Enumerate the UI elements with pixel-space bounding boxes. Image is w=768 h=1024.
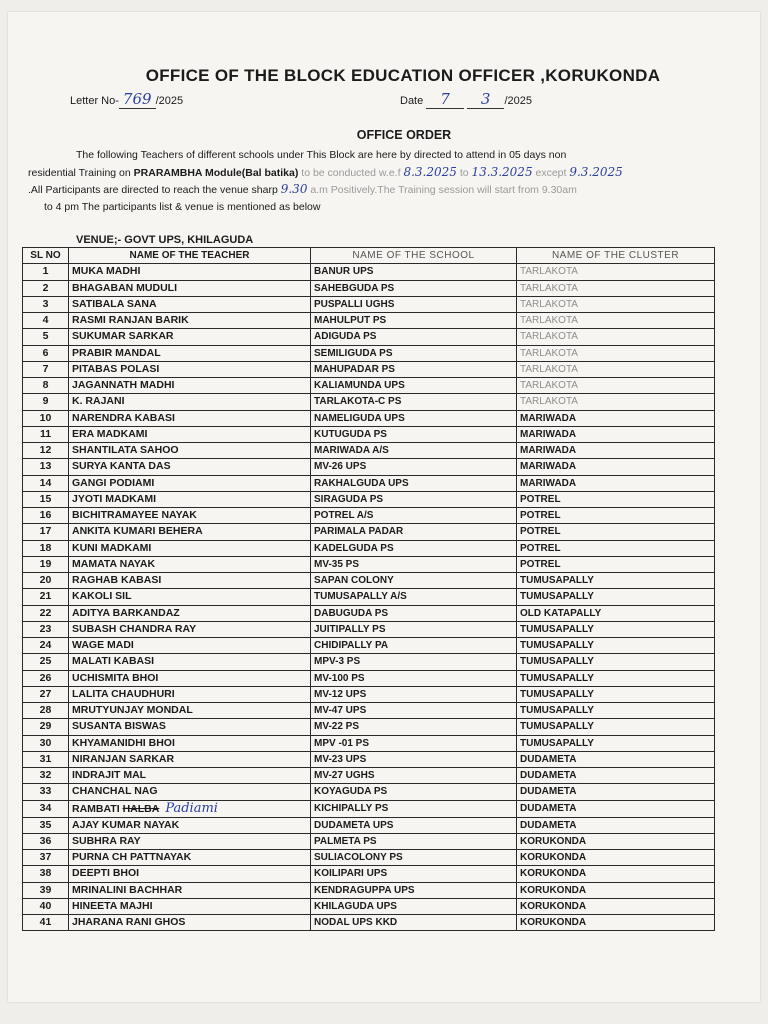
school-name-cell: MARIWADA A/S <box>311 443 517 459</box>
order-line-2-except: except <box>535 167 567 179</box>
school-name-cell: MPV -01 PS <box>311 735 517 751</box>
cluster-name-cell: MARIWADA <box>517 410 715 426</box>
sl-no-cell: 31 <box>23 751 69 767</box>
teacher-name-cell: MAMATA NAYAK <box>69 556 311 572</box>
cluster-name-cell: POTREL <box>517 524 715 540</box>
sl-no-cell: 21 <box>23 589 69 605</box>
sl-no-cell: 13 <box>23 459 69 475</box>
school-name-cell: MV-35 PS <box>311 556 517 572</box>
cluster-name-cell: MARIWADA <box>517 475 715 491</box>
table-row <box>23 313 715 329</box>
sl-no-cell: 27 <box>23 686 69 702</box>
school-name-cell: MV-27 UGHS <box>311 768 517 784</box>
sl-no-cell: 39 <box>23 882 69 898</box>
cluster-name-cell: DUDAMETA <box>517 784 715 800</box>
participants-table <box>22 247 715 931</box>
order-line-3-a: .All Participants are directed to reach the venue sharp <box>28 184 278 196</box>
cluster-name-cell: KORUKONDA <box>517 833 715 849</box>
table-row <box>23 850 715 866</box>
sl-no-cell: 17 <box>23 524 69 540</box>
table-row <box>23 898 715 914</box>
table-row <box>23 361 715 377</box>
cluster-name-cell: TUMUSAPALLY <box>517 573 715 589</box>
teacher-name-cell: AJAY KUMAR NAYAK <box>69 817 311 833</box>
teacher-name-cell: MUKA MADHI <box>69 264 311 280</box>
teacher-name-cell: DEEPTI BHOI <box>69 866 311 882</box>
teacher-name-cell: KAKOLI SIL <box>69 589 311 605</box>
teacher-name-cell: SATIBALA SANA <box>69 296 311 312</box>
school-name-cell: KADELGUDA PS <box>311 540 517 556</box>
school-name-cell: KALIAMUNDA UPS <box>311 378 517 394</box>
school-name-cell: CHIDIPALLY PA <box>311 638 517 654</box>
table-row <box>23 784 715 800</box>
school-name-cell: DUDAMETA UPS <box>311 817 517 833</box>
school-name-cell: BANUR UPS <box>311 264 517 280</box>
cluster-name-cell: TARLAKOTA <box>517 280 715 296</box>
table-row <box>23 866 715 882</box>
school-name-cell: SAPAN COLONY <box>311 573 517 589</box>
teacher-name-cell: PRABIR MANDAL <box>69 345 311 361</box>
school-name-cell: KICHIPALLY PS <box>311 800 517 817</box>
sl-no-cell: 14 <box>23 475 69 491</box>
order-line-2-wef: to be conducted w.e.f <box>301 167 401 179</box>
table-row <box>23 426 715 442</box>
teacher-name-cell: SHANTILATA SAHOO <box>69 443 311 459</box>
cluster-name-cell: POTREL <box>517 491 715 507</box>
date-month: 3 <box>467 90 505 109</box>
table-row <box>23 719 715 735</box>
cluster-name-cell: TUMUSAPALLY <box>517 719 715 735</box>
teacher-name-cell: SUBASH CHANDRA RAY <box>69 621 311 637</box>
table-row <box>23 800 715 817</box>
school-name-cell: SULIACOLONY PS <box>311 850 517 866</box>
reporting-time: 9.30 <box>280 182 308 196</box>
cluster-name-cell: TUMUSAPALLY <box>517 638 715 654</box>
teacher-name-cell: SUKUMAR SARKAR <box>69 329 311 345</box>
teacher-name-cell: MRINALINI BACHHAR <box>69 882 311 898</box>
cluster-name-cell: TUMUSAPALLY <box>517 703 715 719</box>
letter-number-line <box>70 90 183 108</box>
cluster-name-cell: DUDAMETA <box>517 817 715 833</box>
cluster-name-cell: KORUKONDA <box>517 866 715 882</box>
table-row <box>23 410 715 426</box>
table-body <box>23 264 715 931</box>
sl-no-cell: 26 <box>23 670 69 686</box>
cluster-name-cell: TARLAKOTA <box>517 329 715 345</box>
sl-no-cell: 18 <box>23 540 69 556</box>
teacher-name-cell: RASMI RANJAN BARIK <box>69 313 311 329</box>
sl-no-cell: 37 <box>23 850 69 866</box>
sl-no-cell: 8 <box>23 378 69 394</box>
teacher-name-cell: PURNA CH PATTNAYAK <box>69 850 311 866</box>
order-line-1-text: The following Teachers of different schools under This Block are here by directed to attend in 05 days non <box>76 149 567 161</box>
table-row <box>23 686 715 702</box>
school-name-cell: ADIGUDA PS <box>311 329 517 345</box>
teacher-name-cell: JAGANNATH MADHI <box>69 378 311 394</box>
table-row <box>23 817 715 833</box>
cluster-name-cell: KORUKONDA <box>517 915 715 931</box>
sl-no-cell: 9 <box>23 394 69 410</box>
sl-no-cell: 34 <box>23 800 69 817</box>
sl-no-cell: 25 <box>23 654 69 670</box>
school-name-cell: MV-100 PS <box>311 670 517 686</box>
teacher-name-cell: KHYAMANIDHI BHOI <box>69 735 311 751</box>
school-name-cell: MV-23 UPS <box>311 751 517 767</box>
teacher-name-cell: LALITA CHAUDHURI <box>69 686 311 702</box>
cluster-name-cell: POTREL <box>517 540 715 556</box>
teacher-name-cell: BHAGABAN MUDULI <box>69 280 311 296</box>
order-line-2-module: PRARAMBHA Module(Bal batika) <box>133 167 299 179</box>
teacher-name-cell: WAGE MADI <box>69 638 311 654</box>
school-name-cell: JUITIPALLY PS <box>311 621 517 637</box>
date-year: /2025 <box>504 95 532 107</box>
school-name-cell: MV-47 UPS <box>311 703 517 719</box>
teacher-name-cell: UCHISMITA BHOI <box>69 670 311 686</box>
teacher-name-cell: KUNI MADKAMI <box>69 540 311 556</box>
sl-no-cell: 5 <box>23 329 69 345</box>
cluster-name-cell: DUDAMETA <box>517 800 715 817</box>
school-name-cell: SIRAGUDA PS <box>311 491 517 507</box>
date-day: 7 <box>426 90 464 109</box>
table-row <box>23 768 715 784</box>
school-name-cell: PALMETA PS <box>311 833 517 849</box>
venue-label: VENUE;- GOVT UPS, KHILAGUDA <box>76 234 254 246</box>
sl-no-cell: 35 <box>23 817 69 833</box>
school-name-cell: MAHUPADAR PS <box>311 361 517 377</box>
except-date: 9.3.2025 <box>569 165 623 179</box>
sl-no-cell: 12 <box>23 443 69 459</box>
table-row <box>23 751 715 767</box>
cluster-name-cell: TUMUSAPALLY <box>517 621 715 637</box>
cluster-name-cell: MARIWADA <box>517 459 715 475</box>
header-sl-no: SL NO <box>23 248 69 264</box>
cluster-name-cell: DUDAMETA <box>517 751 715 767</box>
school-name-cell: PARIMALA PADAR <box>311 524 517 540</box>
table-row <box>23 735 715 751</box>
cluster-name-cell: TARLAKOTA <box>517 378 715 394</box>
letter-number: 769 <box>119 90 156 109</box>
sl-no-cell: 36 <box>23 833 69 849</box>
teacher-first-name: RAMBATI <box>72 802 120 815</box>
sl-no-cell: 6 <box>23 345 69 361</box>
cluster-name-cell: MARIWADA <box>517 426 715 442</box>
sl-no-cell: 40 <box>23 898 69 914</box>
cluster-name-cell: POTREL <box>517 508 715 524</box>
sl-no-cell: 28 <box>23 703 69 719</box>
header-cluster: NAME OF THE CLUSTER <box>517 248 715 264</box>
table-row <box>23 280 715 296</box>
order-title: OFFICE ORDER <box>356 128 452 142</box>
cluster-name-cell: OLD KATAPALLY <box>517 605 715 621</box>
school-name-cell: NAMELIGUDA UPS <box>311 410 517 426</box>
school-name-cell: TUMUSAPALLY A/S <box>311 589 517 605</box>
teacher-name-cell: INDRAJIT MAL <box>69 768 311 784</box>
teacher-name-cell: SUBHRA RAY <box>69 833 311 849</box>
table-row <box>23 589 715 605</box>
school-name-cell: POTREL A/S <box>311 508 517 524</box>
date-line <box>400 90 532 108</box>
order-line-2-a: residential Training on <box>28 167 131 179</box>
table-row <box>23 621 715 637</box>
teacher-name-cell: BICHITRAMAYEE NAYAK <box>69 508 311 524</box>
table-row <box>23 394 715 410</box>
teacher-name-cell: NARENDRA KABASI <box>69 410 311 426</box>
sl-no-cell: 22 <box>23 605 69 621</box>
end-date: 13.3.2025 <box>471 165 533 179</box>
letter-year: /2025 <box>155 95 184 107</box>
sl-no-cell: 38 <box>23 866 69 882</box>
letter-label: Letter No- <box>70 95 119 107</box>
table-row <box>23 638 715 654</box>
cluster-name-cell: KORUKONDA <box>517 898 715 914</box>
table-row <box>23 264 715 280</box>
teacher-name-cell: JYOTI MADKAMI <box>69 491 311 507</box>
school-name-cell: MV-22 PS <box>311 719 517 735</box>
school-name-cell: SAHEBGUDA PS <box>311 280 517 296</box>
order-line-3 <box>28 180 728 200</box>
teacher-name-cell: GANGI PODIAMI <box>69 475 311 491</box>
sl-no-cell: 16 <box>23 508 69 524</box>
school-name-cell: DABUGUDA PS <box>311 605 517 621</box>
teacher-name-cell: SURYA KANTA DAS <box>69 459 311 475</box>
table-row <box>23 475 715 491</box>
sl-no-cell: 30 <box>23 735 69 751</box>
cluster-name-cell: MARIWADA <box>517 443 715 459</box>
school-name-cell: MV-26 UPS <box>311 459 517 475</box>
office-title: OFFICE OF THE BLOCK EDUCATION OFFICER ,KORUKONDA <box>145 66 661 85</box>
school-name-cell: NODAL UPS KKD <box>311 915 517 931</box>
table-row <box>23 378 715 394</box>
cluster-name-cell: TARLAKOTA <box>517 345 715 361</box>
table-row <box>23 329 715 345</box>
cluster-name-cell: TARLAKOTA <box>517 394 715 410</box>
table-row <box>23 605 715 621</box>
school-name-cell: KUTUGUDA PS <box>311 426 517 442</box>
sl-no-cell: 29 <box>23 719 69 735</box>
table-row <box>23 459 715 475</box>
school-name-cell: RAKHALGUDA UPS <box>311 475 517 491</box>
school-name-cell: MAHULPUT PS <box>311 313 517 329</box>
sl-no-cell: 23 <box>23 621 69 637</box>
teacher-name-cell: RAGHAB KABASI <box>69 573 311 589</box>
table-row <box>23 833 715 849</box>
sl-no-cell: 41 <box>23 915 69 931</box>
table-row <box>23 296 715 312</box>
school-name-cell: PUSPALLI UGHS <box>311 296 517 312</box>
table-row <box>23 654 715 670</box>
cluster-name-cell: KORUKONDA <box>517 850 715 866</box>
sl-no-cell: 32 <box>23 768 69 784</box>
order-line-4 <box>28 198 744 217</box>
sl-no-cell: 1 <box>23 264 69 280</box>
cluster-name-cell: TARLAKOTA <box>517 296 715 312</box>
school-name-cell: KOILIPARI UPS <box>311 866 517 882</box>
table-row <box>23 524 715 540</box>
order-line-4-text: to 4 pm The participants list & venue is mentioned as below <box>44 201 321 213</box>
table-row <box>23 443 715 459</box>
order-line-2-to: to <box>459 167 469 179</box>
school-name-cell: MPV-3 PS <box>311 654 517 670</box>
table-row <box>23 670 715 686</box>
sl-no-cell: 33 <box>23 784 69 800</box>
school-name-cell: KHILAGUDA UPS <box>311 898 517 914</box>
teacher-name-cell <box>69 800 311 817</box>
teacher-name-cell: HINEETA MAJHI <box>69 898 311 914</box>
start-date: 8.3.2025 <box>403 165 457 179</box>
sl-no-cell: 7 <box>23 361 69 377</box>
table-row <box>23 882 715 898</box>
cluster-name-cell: TUMUSAPALLY <box>517 670 715 686</box>
date-label: Date <box>400 95 424 107</box>
cluster-name-cell: POTREL <box>517 556 715 572</box>
teacher-name-cell: SUSANTA BISWAS <box>69 719 311 735</box>
struck-surname: HALBA <box>122 802 160 815</box>
table-row <box>23 556 715 572</box>
sl-no-cell: 11 <box>23 426 69 442</box>
teacher-name-cell: NIRANJAN SARKAR <box>69 751 311 767</box>
cluster-name-cell: TUMUSAPALLY <box>517 735 715 751</box>
sl-no-cell: 10 <box>23 410 69 426</box>
cluster-name-cell: TUMUSAPALLY <box>517 686 715 702</box>
sl-no-cell: 24 <box>23 638 69 654</box>
sl-no-cell: 2 <box>23 280 69 296</box>
cluster-name-cell: DUDAMETA <box>517 768 715 784</box>
school-name-cell: KENDRAGUPPA UPS <box>311 882 517 898</box>
sl-no-cell: 15 <box>23 491 69 507</box>
cluster-name-cell: KORUKONDA <box>517 882 715 898</box>
table-row <box>23 703 715 719</box>
school-name-cell: MV-12 UPS <box>311 686 517 702</box>
school-name-cell: TARLAKOTA-C PS <box>311 394 517 410</box>
teacher-name-cell: CHANCHAL NAG <box>69 784 311 800</box>
table-row <box>23 345 715 361</box>
table-row <box>23 573 715 589</box>
table-row <box>23 915 715 931</box>
teacher-name-cell: ADITYA BARKANDAZ <box>69 605 311 621</box>
teacher-name-cell: PITABAS POLASI <box>69 361 311 377</box>
header-school: NAME OF THE SCHOOL <box>311 248 517 264</box>
cluster-name-cell: TARLAKOTA <box>517 313 715 329</box>
sl-no-cell: 20 <box>23 573 69 589</box>
cluster-name-cell: TARLAKOTA <box>517 264 715 280</box>
teacher-name-cell: ERA MADKAMI <box>69 426 311 442</box>
sl-no-cell: 19 <box>23 556 69 572</box>
table-row <box>23 491 715 507</box>
table-header-row <box>23 248 715 264</box>
cluster-name-cell: TUMUSAPALLY <box>517 654 715 670</box>
teacher-name-cell: K. RAJANI <box>69 394 311 410</box>
sl-no-cell: 3 <box>23 296 69 312</box>
order-line-3-c: a.m Positively.The Training session will start from 9.30am <box>310 184 577 196</box>
header-teacher: NAME OF THE TEACHER <box>69 248 311 264</box>
teacher-name-cell: JHARANA RANI GHOS <box>69 915 311 931</box>
school-name-cell: KOYAGUDA PS <box>311 784 517 800</box>
school-name-cell: SEMILIGUDA PS <box>311 345 517 361</box>
sl-no-cell: 4 <box>23 313 69 329</box>
teacher-name-cell: MRUTYUNJAY MONDAL <box>69 703 311 719</box>
cluster-name-cell: TUMUSAPALLY <box>517 589 715 605</box>
table-row <box>23 540 715 556</box>
table-row <box>23 508 715 524</box>
teacher-name-cell: MALATI KABASI <box>69 654 311 670</box>
teacher-name-cell: ANKITA KUMARI BEHERA <box>69 524 311 540</box>
handwritten-surname: Padiami <box>165 800 218 816</box>
cluster-name-cell: TARLAKOTA <box>517 361 715 377</box>
